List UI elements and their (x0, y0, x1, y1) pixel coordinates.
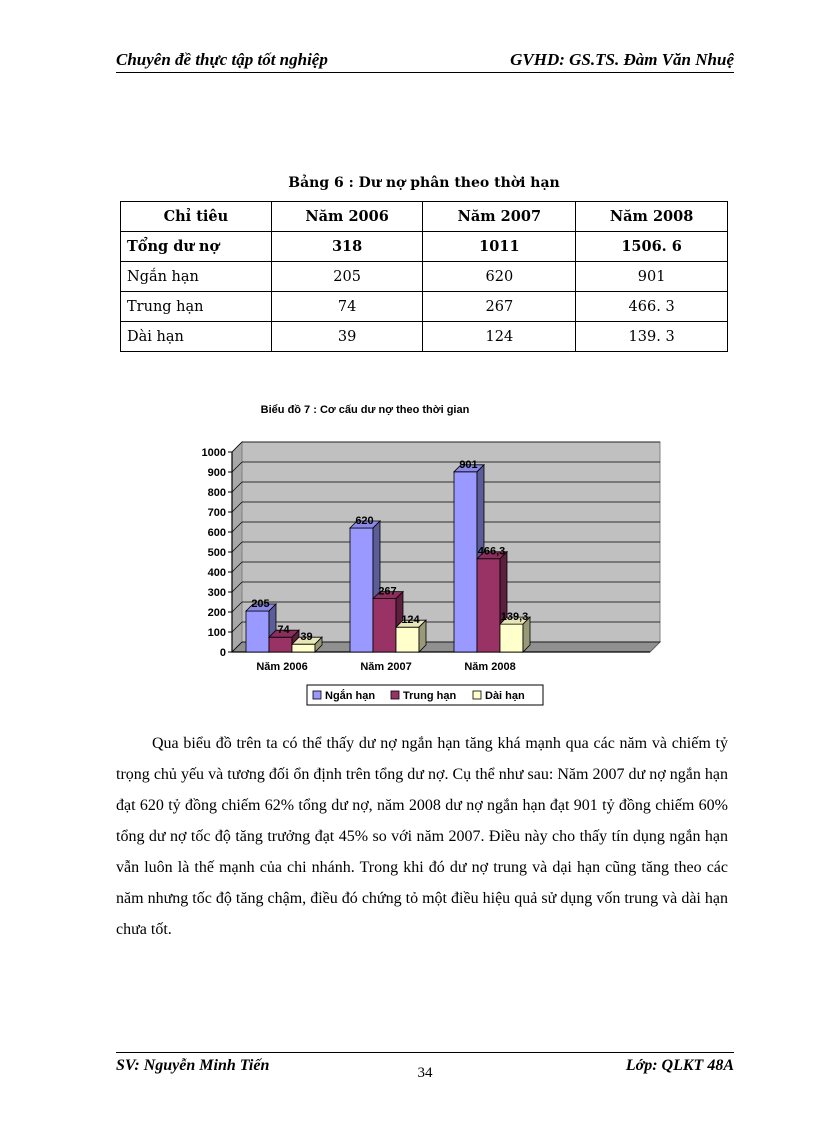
x-tick-label: Năm 2007 (360, 661, 412, 673)
y-tick-label: 800 (207, 487, 226, 499)
body-text (116, 728, 728, 945)
page-number: 34 (417, 1065, 433, 1081)
legend-swatch (391, 691, 399, 699)
data-label: 267 (378, 585, 397, 598)
body-paragraph: Qua biểu đồ trên ta có thể thấy dư nợ ngắn hạn tăng khá mạnh qua các năm và chiếm tỷ trọng chủ yếu và tương đối ổn định trên tổng dư nợ. Cụ thể như sau: Năm 2007 dư nợ ngắn hạn đạt 620 tỷ đồng chiếm 62% tổng dư nợ, năm 2008 dư nợ ngắn hạn đạt 901 tỷ đồng chiếm 60% tổng dư nợ tốc độ tăng trưởng đạt 45% so với năm 2007. Điều này cho thấy tín dụng ngắn hạn vẫn luôn là thế mạnh của chi nhánh. Trong khi đó dư nợ trung và dại hạn cũng tăng theo các năm nhưng tốc độ tăng chậm, điều đó chứng tỏ một điều hiệu quả sử dụng vốn trung và dài hạn chưa tốt. (116, 735, 728, 938)
x-tick-label: Năm 2008 (464, 661, 516, 673)
y-tick-label: 100 (207, 627, 226, 639)
data-label: 139,3 (500, 611, 529, 624)
data-label: 124 (401, 614, 420, 627)
bar-chart (180, 395, 680, 715)
table-header-cell: Chỉ tiêu (121, 202, 272, 232)
table-cell: 1011 (423, 232, 576, 262)
y-tick-label: 600 (207, 527, 226, 539)
table-header-row (121, 202, 728, 232)
legend-swatch (313, 691, 321, 699)
table-cell: 74 (271, 292, 423, 322)
bar-ngắn-hạn (246, 611, 269, 652)
table-cell: 318 (271, 232, 423, 262)
bar-dài-hạn (292, 644, 315, 652)
table-cell: 1506. 6 (576, 232, 728, 262)
bar-dài-hạn (396, 627, 419, 652)
table-row (121, 262, 728, 292)
data-label: 901 (459, 458, 478, 471)
header-advisor: GVHD: GS.TS. Đàm Văn Nhuệ (510, 50, 734, 69)
table-cell: Dài hạn (121, 322, 272, 352)
data-label: 39 (300, 631, 313, 644)
debt-table (120, 201, 728, 352)
bar-ngắn-hạn (454, 472, 477, 652)
y-tick-label: 1000 (201, 447, 226, 459)
table-cell: Tổng dư nợ (121, 232, 272, 262)
bar-dài-hạn (500, 624, 523, 652)
table-cell: 901 (576, 262, 728, 292)
bar-ngắn-hạn (350, 528, 373, 652)
data-label: 74 (277, 624, 290, 637)
y-tick-label: 300 (207, 587, 226, 599)
y-tick-label: 900 (207, 467, 226, 479)
table-row (121, 292, 728, 322)
table-cell: 39 (271, 322, 423, 352)
chart-svg (180, 395, 680, 715)
table-header-cell: Năm 2007 (423, 202, 576, 232)
legend-label: Trung hạn (403, 690, 457, 702)
y-tick-label: 200 (207, 607, 226, 619)
table-cell: 466. 3 (576, 292, 728, 322)
bar-trung-hạn (269, 637, 292, 652)
legend-label: Ngắn hạn (325, 690, 376, 702)
table-cell: 124 (423, 322, 576, 352)
y-tick-label: 0 (219, 647, 226, 659)
data-label: 466,3 (477, 545, 506, 558)
y-tick-label: 700 (207, 507, 226, 519)
table-cell: Trung hạn (121, 292, 272, 322)
table-header-cell: Năm 2006 (271, 202, 423, 232)
data-label: 620 (355, 515, 374, 527)
footer-class: Lớp: QLKT 48A (625, 1057, 734, 1074)
table-row (121, 232, 728, 262)
table-cell: 205 (271, 262, 423, 292)
data-label: 205 (251, 598, 270, 610)
chart-title: Biểu đồ 7 : Cơ cấu dư nợ theo thời gian (260, 404, 470, 416)
table-cell: 139. 3 (576, 322, 728, 352)
table-cell: 267 (423, 292, 576, 322)
table-cell: 620 (423, 262, 576, 292)
x-tick-label: Năm 2006 (256, 661, 308, 673)
bar-trung-hạn (373, 599, 396, 652)
table-header-cell: Năm 2008 (576, 202, 728, 232)
page-header (116, 50, 734, 73)
page-footer (116, 1052, 734, 1083)
header-title: Chuyên đề thực tập tốt nghiệp (116, 50, 328, 69)
bar-trung-hạn (477, 559, 500, 652)
legend-swatch (473, 691, 481, 699)
table-row (121, 322, 728, 352)
legend-label: Dài hạn (485, 690, 525, 702)
y-tick-label: 500 (207, 547, 226, 559)
y-tick-label: 400 (207, 567, 226, 579)
table-caption: Bảng 6 : Dư nợ phân theo thời hạn (288, 175, 560, 191)
table-cell: Ngắn hạn (121, 262, 272, 292)
footer-student: SV: Nguyễn Minh Tiến (116, 1057, 270, 1074)
